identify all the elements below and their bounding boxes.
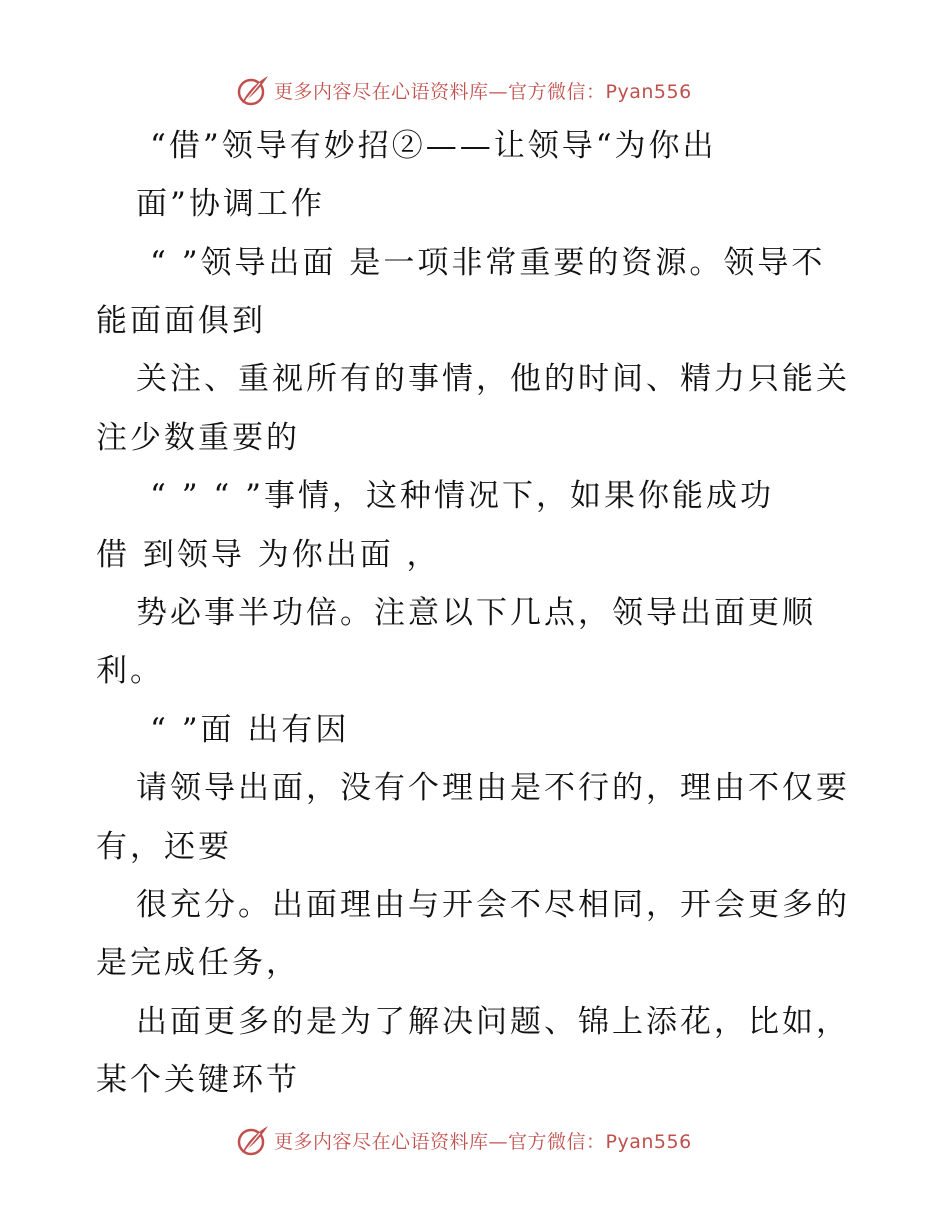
feather-logo-icon bbox=[236, 73, 270, 107]
body-line-10: 请领导出面，没有个理由是不行的，理由不仅要 bbox=[136, 770, 850, 806]
body-line-7: 势必事半功倍。注意以下几点，领导出面更顺 bbox=[136, 595, 816, 631]
header-banner-text bbox=[274, 77, 692, 104]
footer-wechat-id: Pyan556 bbox=[605, 1130, 692, 1153]
header-wechat-id: Pyan556 bbox=[605, 80, 692, 103]
body-line-13: 是完成任务， bbox=[96, 945, 300, 981]
document-title-line2: 面”协调工作 bbox=[136, 186, 325, 222]
body-line-12: 很充分。出面理由与开会不尽相同，开会更多的 bbox=[136, 887, 850, 923]
body-line-1: “ ”领导出面 是一项非常重要的资源。领导不 bbox=[150, 245, 826, 281]
header-banner-label: 更多内容尽在心语资料库—官方微信： bbox=[274, 80, 606, 103]
body-line-9: “ ”面 出有因 bbox=[150, 712, 350, 748]
body-line-3: 关注、重视所有的事情，他的时间、精力只能关 bbox=[136, 361, 850, 397]
header-banner bbox=[236, 72, 692, 108]
body-line-5: “ ” “ ”事情，这种情况下，如果你能成功 bbox=[150, 478, 774, 514]
footer-banner-text bbox=[274, 1127, 692, 1154]
body-line-2: 能面面俱到 bbox=[96, 303, 266, 339]
body-line-4: 注少数重要的 bbox=[96, 420, 300, 456]
feather-logo-icon bbox=[236, 1123, 270, 1157]
body-line-14: 出面更多的是为了解决问题、锦上添花，比如， bbox=[136, 1004, 850, 1040]
body-line-15: 某个关键环节 bbox=[96, 1062, 300, 1098]
body-line-11: 有，还要 bbox=[96, 829, 232, 865]
document-title-line1: “借”领导有妙招②——让领导“为你出 bbox=[150, 128, 717, 164]
footer-banner-label: 更多内容尽在心语资料库—官方微信： bbox=[274, 1130, 606, 1153]
body-line-8: 利。 bbox=[96, 653, 164, 689]
body-line-6: 借 到领导 为你出面 ， bbox=[96, 537, 441, 573]
footer-banner bbox=[236, 1122, 692, 1158]
